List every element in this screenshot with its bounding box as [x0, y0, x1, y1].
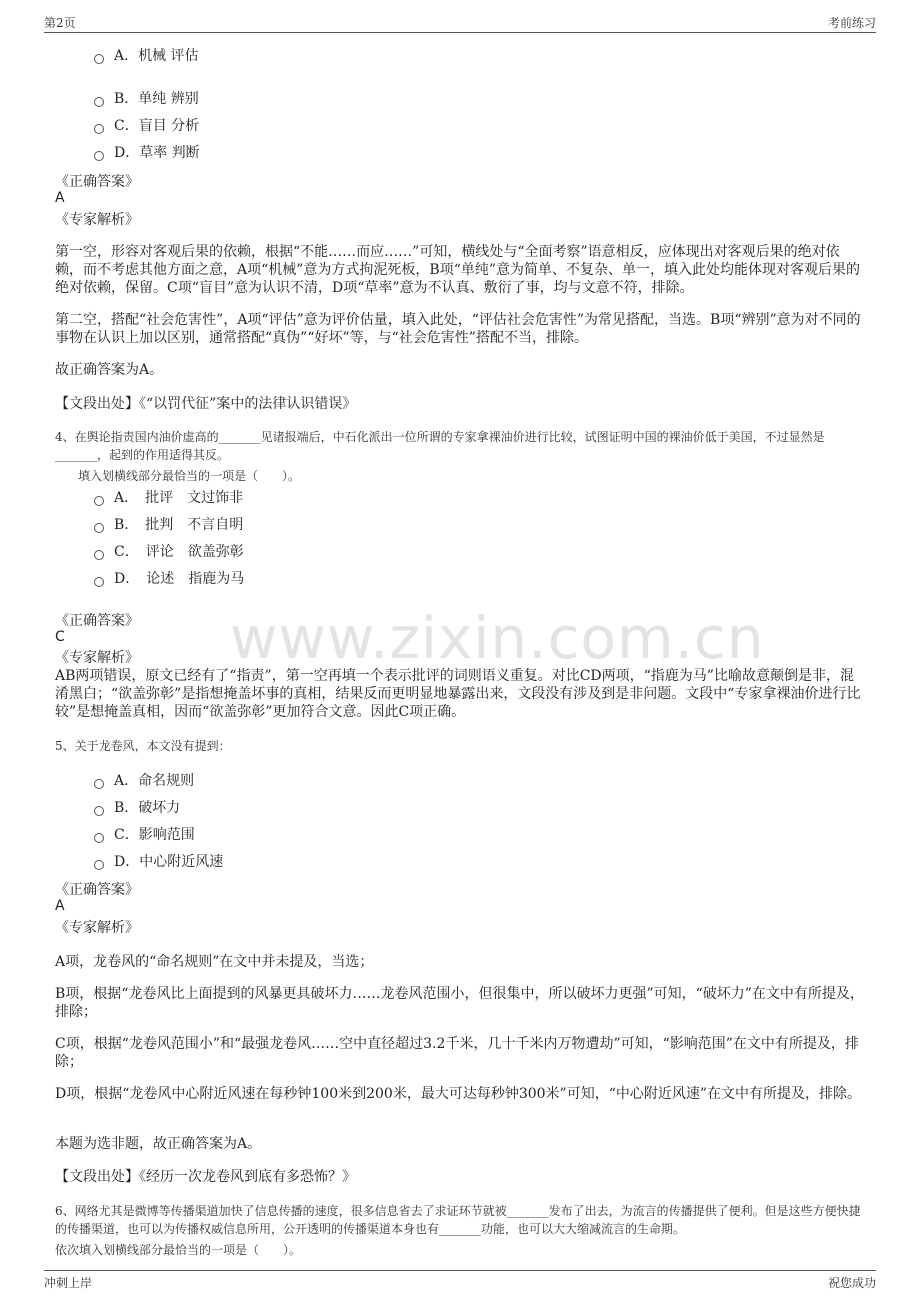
q5-option-c[interactable]: C．影响范围 [94, 825, 195, 845]
watermark: www.zixin.com.cn [230, 604, 765, 672]
radio-icon[interactable] [94, 550, 104, 560]
q4-option-c[interactable]: C． 评论 欲盖弥彰 [94, 542, 244, 562]
q3-analysis-p3: 故正确答案为A。 [55, 362, 164, 378]
page-number: 第2页 [44, 16, 76, 30]
q3-option-d[interactable]: D．草率 判断 [94, 143, 200, 163]
radio-icon[interactable] [94, 779, 104, 789]
q5-analysis-c: C项，根据“龙卷风范围小”和“最强龙卷风……空中直径超过3.2千米，几十千米内万物遭劫”可知，“影响范围”在文中有所提及，排除； [55, 1036, 859, 1070]
radio-icon[interactable] [94, 860, 104, 870]
radio-icon[interactable] [94, 806, 104, 816]
q3-option-c[interactable]: C．盲目 分析 [94, 116, 199, 136]
q5-option-a[interactable]: A．命名规则 [94, 771, 194, 791]
q3-option-b[interactable]: B．单纯 辨别 [94, 89, 199, 109]
q3-option-a[interactable]: A．机械 评估 [94, 46, 199, 66]
q3-analysis-p1: 第一空，形容对客观后果的依赖，根据“不能……而应……”可知，横线处与“全面考察”语意相反，应体现出对客观后果的绝对依赖，而不考虑其他方面之意，A项“机械”意为方式拘泥死板，B项“单纯”意为简单、不复杂、单一，填入此处均能体现对客观后果的绝对依赖，保留。C项“盲目”意为认识不清，D项“草率”意为不认真、敷衍了事，均与文意不符，排除。 [55, 244, 861, 296]
q3-analysis-label: 《专家解析》 [55, 212, 139, 228]
q4-analysis-label: 《专家解析》 [55, 650, 139, 666]
q3-source: 【文段出处】《“以罚代征”案中的法律认识错误》 [55, 396, 357, 412]
q4-option-b[interactable]: B． 批判 不言自明 [94, 515, 243, 535]
q4-option-d[interactable]: D． 论述 指鹿为马 [94, 569, 244, 589]
header-title: 考前练习 [827, 16, 876, 30]
radio-icon[interactable] [94, 151, 104, 161]
q4-option-a[interactable]: A． 批评 文过饰非 [94, 488, 243, 508]
footer-right: 祝您成功 [827, 1276, 876, 1290]
q5-answer: A [55, 898, 65, 914]
radio-icon[interactable] [94, 124, 104, 134]
q5-source: 【文段出处】《经历一次龙卷风到底有多恐怖？》 [55, 1169, 356, 1185]
q5-answer-label: 《正确答案》 [55, 882, 139, 898]
q5-analysis-b: B项，根据“龙卷风比上面提到的风暴更具破坏力……龙卷风范围小，但很集中，所以破坏力更强”可知，“破坏力”在文中有所提及，排除； [55, 986, 864, 1020]
radio-icon[interactable] [94, 523, 104, 533]
q4-answer: C [55, 629, 65, 645]
q6-stem: 6、网络尤其是微博等传播渠道加快了信息传播的速度，很多信息省去了求证环节就被_______发布了出去，为流言的传播提供了便利。但是这些方便快捷的传播渠道，也可以为传播权威信息所用，公开透明的传播渠道本身也有_______功能，也可以大大缩减流言的生命期。 [55, 1204, 861, 1236]
radio-icon[interactable] [94, 54, 104, 64]
footer-left: 冲刺上岸 [44, 1276, 93, 1290]
page-header [44, 14, 876, 33]
radio-icon[interactable] [94, 496, 104, 506]
q5-analysis-d: D项，根据“龙卷风中心附近风速在每秒钟100米到200米，最大可达每秒钟300米”可知，“中心附近风速”在文中有所提及，排除。 [55, 1086, 862, 1102]
q4-stem: 4、在舆论指责国内油价虚高的_______见诸报端后，中石化派出一位所谓的专家拿裸油价进行比较，试图证明中国的裸油价低于美国，不过显然是_______，起到的作用适得其反。 [55, 430, 825, 462]
radio-icon[interactable] [94, 97, 104, 107]
q3-answer-label: 《正确答案》 [55, 174, 139, 190]
q4-answer-label: 《正确答案》 [55, 613, 139, 629]
q5-analysis-label: 《专家解析》 [55, 920, 139, 936]
q5-stem: 5、关于龙卷风，本文没有提到： [55, 739, 231, 753]
q6-prompt: 依次填入划横线部分最恰当的一项是（ ）。 [55, 1243, 302, 1257]
q5-option-d[interactable]: D．中心附近风速 [94, 852, 223, 872]
q5-analysis-a: A项，龙卷风的“命名规则”在文中并未提及，当选； [55, 954, 374, 970]
q5-option-b[interactable]: B．破坏力 [94, 798, 180, 818]
page-footer [44, 1270, 876, 1289]
q5-conclusion: 本题为选非题，故正确答案为A。 [55, 1136, 262, 1152]
q4-prompt: 填入划横线部分最恰当的一项是（ ）。 [78, 469, 301, 483]
radio-icon[interactable] [94, 833, 104, 843]
q3-analysis-p2: 第二空，搭配“社会危害性”，A项“评估”意为评价估量，填入此处，“评估社会危害性”为常见搭配，当选。B项“辨别”意为对不同的事物在认识上加以区别，通常搭配“真伪”“好坏”等，与“社会危害性”搭配不当，排除。 [55, 312, 861, 346]
q3-answer: A [55, 190, 65, 206]
radio-icon[interactable] [94, 577, 104, 587]
q4-analysis: AB两项错误，原文已经有了“指责”，第一空再填一个表示批评的词则语义重复。对比CD两项，“指鹿为马”比喻故意颠倒是非，混淆黑白；“欲盖弥彰”是指想掩盖坏事的真相，结果反而更明显地暴露出来，文段没有涉及到是非问题。文段中“专家拿裸油价进行比较”是想掩盖真相，因而“欲盖弥彰”更加符合文意。因此C项正确。 [55, 668, 861, 720]
